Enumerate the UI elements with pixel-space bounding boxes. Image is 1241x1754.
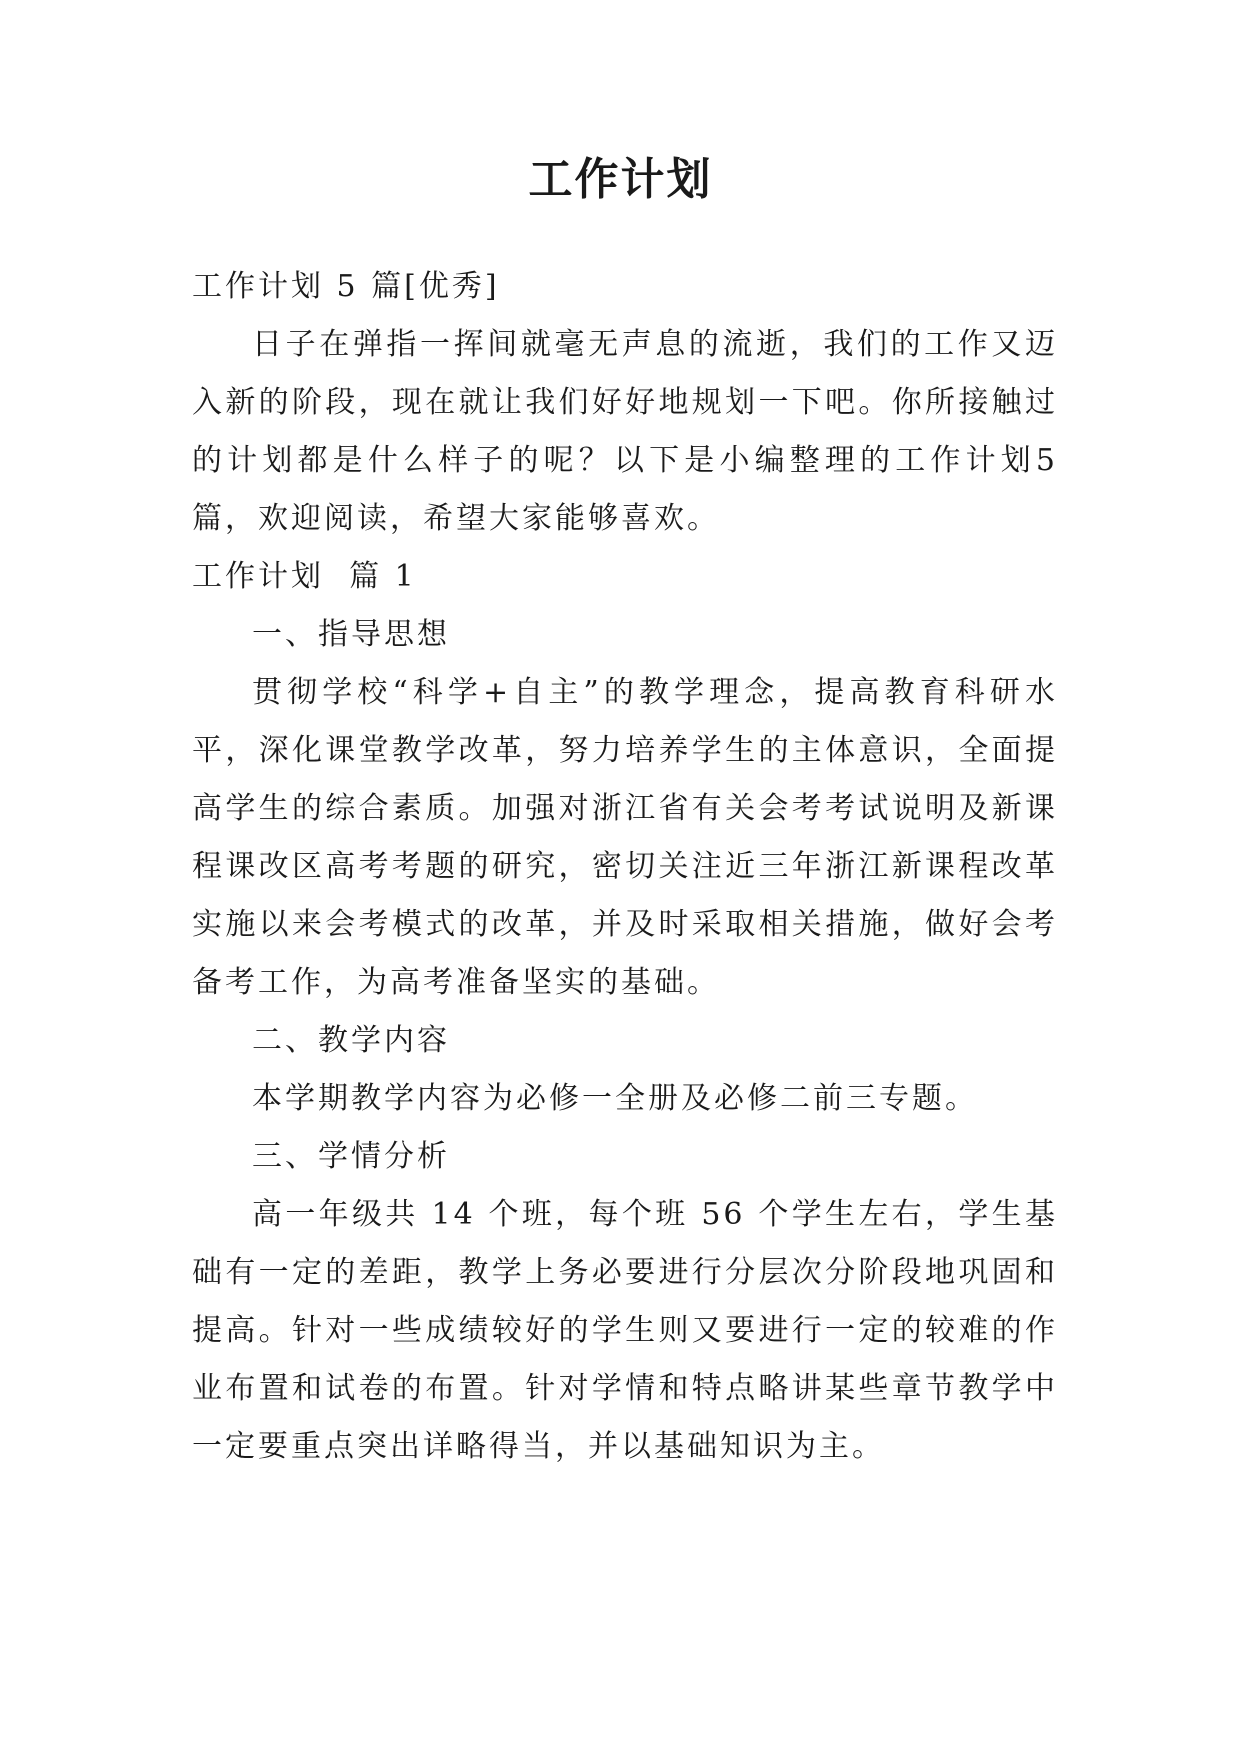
paragraph-guiding-ideology: 贯彻学校“科学+自主”的教学理念，提高教育科研水平，深化课堂教学改革，努力培养学生的主体意识，全面提高学生的综合素质。加强对浙江省有关会考考试说明及新课程课改区高考考题的研究，密切关注近三年浙江新课程改革实施以来会考模式的改革，并及时采取相关措施，做好会考备考工作，为高考准备坚实的基础。 <box>192 675 1058 1000</box>
intro-paragraph: 日子在弹指一挥间就毫无声息的流逝，我们的工作又迈入新的阶段，现在就让我们好好地规划一下吧。你所接触过的计划都是什么样子的呢？以下是小编整理的工作计划5篇，欢迎阅读，希望大家能够喜欢。 <box>192 327 1058 536</box>
paragraph-teaching-content: 本学期教学内容为必修一全册及必修二前三专题。 <box>252 1081 978 1116</box>
document-body <box>192 258 1058 1476</box>
document-title: 工作计划 <box>528 154 713 205</box>
heading-guiding-ideology: 一、指导思想 <box>252 617 450 652</box>
heading-teaching-content: 二、教学内容 <box>252 1023 450 1058</box>
document-subtitle: 工作计划 5 篇[优秀] <box>192 269 500 304</box>
heading-student-analysis: 三、学情分析 <box>252 1139 450 1174</box>
section-heading: 工作计划 篇 1 <box>192 559 417 594</box>
paragraph-student-analysis: 高一年级共 14 个班，每个班 56 个学生左右，学生基础有一定的差距，教学上务必要进行分层次分阶段地巩固和提高。针对一些成绩较好的学生则又要进行一定的较难的作业布置和试卷的布置。针对学情和特点略讲某些章节教学中一定要重点突出详略得当，并以基础知识为主。 <box>192 1197 1058 1464</box>
